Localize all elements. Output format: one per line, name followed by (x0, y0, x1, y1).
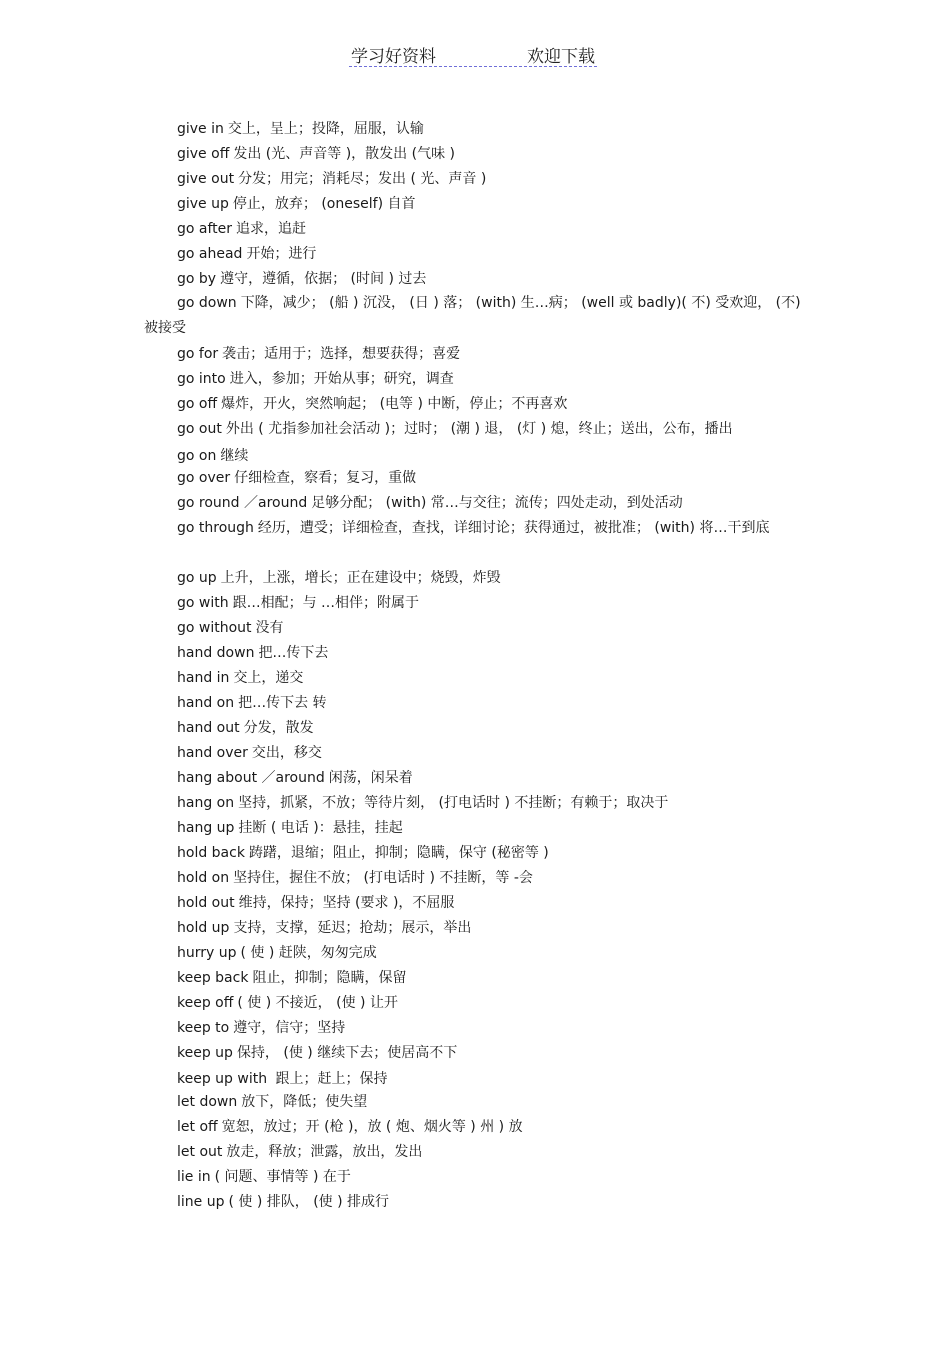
meaning: 坚持，抓紧，不放；等待片刻， (打电话时 ) 不挂断；有赖于；取决于 (238, 795, 669, 811)
phrase: hold up (177, 920, 230, 936)
list-item (177, 448, 817, 464)
phrase: go up (177, 570, 217, 586)
list-item (177, 495, 817, 511)
phrase: keep off (177, 995, 234, 1011)
list-item (177, 795, 817, 811)
list-item (177, 770, 817, 786)
phrase: hold on (177, 870, 230, 886)
phrase: let down (177, 1094, 238, 1110)
phrase: go on (177, 448, 217, 464)
meaning: 外出 ( 尤指参加社会活动 )；过时； (潮 ) 退， (灯 ) 熄，终止；送出，公布，播出 (225, 421, 733, 437)
list-item (177, 670, 817, 686)
phrase: hand out (177, 720, 240, 736)
meaning: 交上，递交 (233, 670, 304, 686)
meaning: 分发；用完；消耗尽；发出 ( 光、声音 ) (238, 171, 487, 187)
list-item (177, 1020, 817, 1036)
phrase: hand on (177, 695, 235, 711)
meaning: 进入，参加；开始从事；研究，调查 (229, 371, 454, 387)
phrase: give up (177, 196, 229, 212)
list-item (177, 271, 817, 287)
meaning: 分发，散发 (243, 720, 314, 736)
list-item (177, 820, 817, 836)
phrase: let off (177, 1119, 218, 1135)
meaning: 继续 (220, 448, 249, 464)
list-item (177, 421, 817, 437)
meaning: ( 使 ) 排队， (使 ) 排成行 (228, 1194, 390, 1210)
meaning: 没有 (255, 620, 284, 636)
list-item (177, 1071, 817, 1087)
list-item (177, 121, 817, 137)
meaning: 停止，放弃； (oneself) 自首 (232, 196, 416, 212)
list-item (177, 346, 817, 362)
list-item (177, 1045, 817, 1061)
meaning: 遵守，遵循，依据； (时间 ) 过去 (220, 271, 427, 287)
phrase: hang on (177, 795, 235, 811)
phrase: go round ／around (177, 495, 308, 511)
phrase: go ahead (177, 246, 243, 262)
list-item (177, 870, 817, 886)
list-item (177, 945, 817, 961)
phrase: give off (177, 146, 230, 162)
phrase: give in (177, 121, 224, 137)
phrase: keep to (177, 1020, 230, 1036)
list-item (177, 196, 817, 212)
meaning: 把…传下去 (258, 645, 329, 661)
list-item (177, 695, 817, 711)
meaning: 放下，降低；使失望 (241, 1094, 368, 1110)
meaning: 跟…相配；与 …相伴；附属于 (232, 595, 420, 611)
phrase: go over (177, 470, 231, 486)
list-item (177, 570, 817, 586)
list-item (177, 1169, 817, 1185)
meaning: 保持， (使 ) 继续下去；使居高不下 (236, 1045, 458, 1061)
header-right-title: 欢迎下载 (527, 47, 595, 67)
meaning: ( 问题、事情等 ) 在于 (214, 1169, 351, 1185)
meaning: 坚持住，握住不放； (打电话时 ) 不挂断，等 -会 (233, 870, 533, 886)
list-item (177, 720, 817, 736)
meaning: 交出，移交 (251, 745, 322, 761)
list-item (177, 1194, 817, 1210)
meaning: 阻止，抑制；隐瞒，保留 (252, 970, 407, 986)
meaning: 仔细检查，察看；复习，重做 (234, 470, 417, 486)
phrase: go by (177, 271, 217, 287)
phrase: go down (177, 295, 237, 311)
phrase: hand in (177, 670, 230, 686)
list-item (177, 620, 817, 636)
meaning: 足够分配； (with) 常…与交往；流传；四处走动，到处活动 (311, 495, 683, 511)
phrase: hand down (177, 645, 255, 661)
header-left-title: 学习好资料 (351, 47, 436, 67)
phrase: hold out (177, 895, 235, 911)
list-item (177, 396, 817, 412)
meaning: 上升，上涨，增长；正在建设中；烧毁，炸毁 (220, 570, 501, 586)
meaning: 宽恕，放过；开 (枪 )，放 ( 炮、烟火等 ) 州 ) 放 (221, 1119, 523, 1135)
phrase: go through (177, 520, 254, 536)
meaning: 维持，保持；坚持 (要求 )，不屈服 (238, 895, 455, 911)
meaning: ( 使 ) 赶陕，匆匆完成 (240, 945, 377, 961)
meaning: 放走，释放；泄露，放出，发出 (226, 1144, 423, 1160)
phrase: go for (177, 346, 219, 362)
phrase: hurry up (177, 945, 237, 961)
meaning: 发出 (光、声音等 )，散发出 (气味 ) (233, 146, 455, 162)
meaning: 袭击；适用于；选择，想要获得；喜爱 (222, 346, 461, 362)
phrase: keep back (177, 970, 249, 986)
list-item (177, 171, 817, 187)
list-item (177, 1119, 817, 1135)
list-item (177, 246, 817, 262)
meaning: 跟上；赶上；保持 (271, 1071, 388, 1087)
phrase: go out (177, 421, 222, 437)
meaning: 支持，支撑，延迟；抢劫；展示，举出 (233, 920, 472, 936)
phrase: give out (177, 171, 235, 187)
phrase: keep up (177, 1045, 233, 1061)
phrase: hang about ／around (177, 770, 325, 786)
meaning: 经历，遭受；详细检查，查找，详细讨论；获得通过，被批准； (with) 将…干到底 (257, 520, 770, 536)
list-item (177, 920, 817, 936)
phrase: go after (177, 221, 233, 237)
phrase: go off (177, 396, 218, 412)
phrase: keep up with (177, 1071, 268, 1087)
phrase: hand over (177, 745, 248, 761)
phrase: hold back (177, 845, 245, 861)
meaning: 挂断 ( 电话 )：悬挂，挂起 (238, 820, 403, 836)
phrase: line up (177, 1194, 225, 1210)
list-item (177, 745, 817, 761)
meaning: 开始；进行 (246, 246, 317, 262)
meaning: 把…传下去 转 (238, 695, 327, 711)
list-item (144, 291, 814, 341)
meaning: 交上，呈上；投降，屈服，认输 (227, 121, 424, 137)
list-item (177, 1144, 817, 1160)
phrase: hang up (177, 820, 235, 836)
list-item (177, 895, 817, 911)
phrase: lie in (177, 1169, 211, 1185)
list-item (177, 995, 817, 1011)
phrase: go without (177, 620, 252, 636)
list-item (177, 470, 817, 486)
list-item (177, 970, 817, 986)
meaning: ( 使 ) 不接近， (使 ) 让开 (237, 995, 398, 1011)
meaning: 遵守，信守；坚持 (233, 1020, 346, 1036)
list-item (177, 1094, 817, 1110)
phrase: go into (177, 371, 226, 387)
meaning: 闲荡，闲呆着 (328, 770, 413, 786)
meaning: 下降，减少； (船 ) 沉没， (日 ) 落； (with) 生…病； (well 或 badly)( 不) 受欢迎， (不) 被接受 (144, 295, 801, 336)
list-item (177, 845, 817, 861)
phrase: go with (177, 595, 229, 611)
list-item (177, 146, 817, 162)
list-item (177, 371, 817, 387)
list-item (177, 645, 817, 661)
meaning: 追求，追赶 (236, 221, 307, 237)
meaning: 踌躇，退缩；阻止，抑制；隐瞒，保守 (秘密等 ) (248, 845, 549, 861)
list-item (177, 221, 817, 237)
phrase: let out (177, 1144, 223, 1160)
list-item (177, 595, 817, 611)
list-item (144, 516, 814, 541)
meaning: 爆炸，开火，突然响起； (电等 ) 中断，停止；不再喜欢 (221, 396, 568, 412)
